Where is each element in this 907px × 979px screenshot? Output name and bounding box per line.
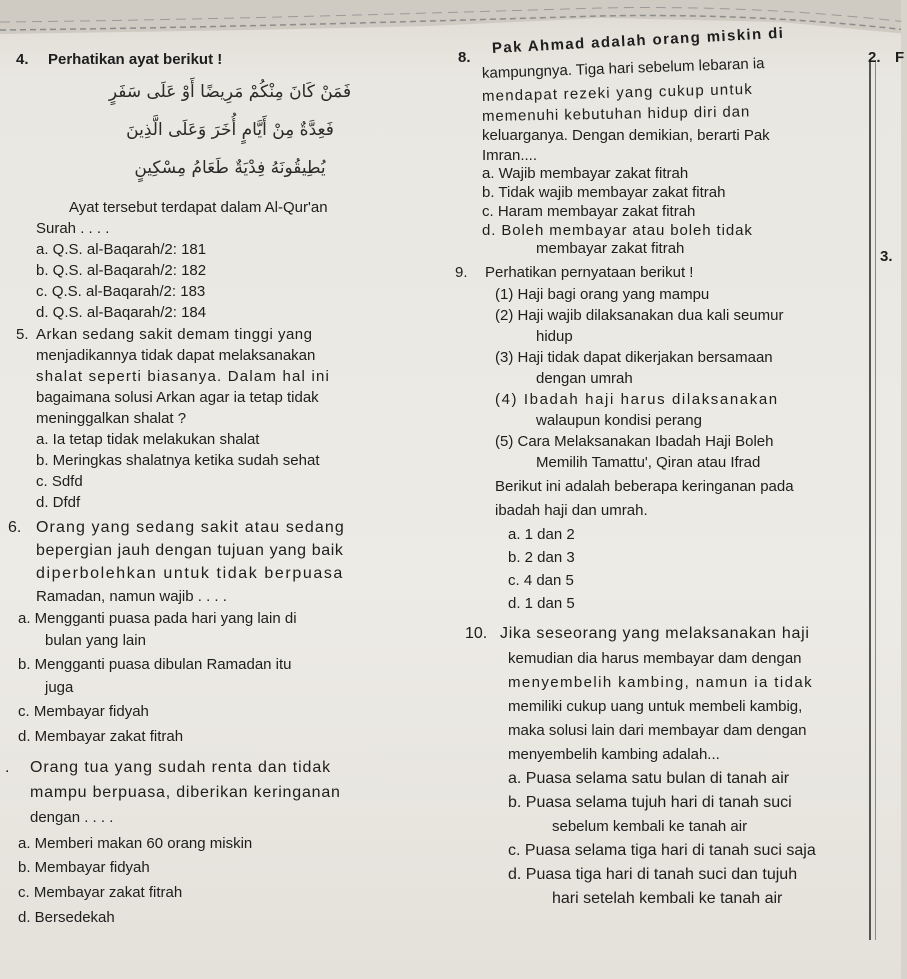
q6-line-1: Orang yang sedang sakit atau sedang: [36, 519, 345, 536]
q8-line-5: keluarganya. Dengan demikian, berarti Pak: [482, 127, 770, 144]
q8-line-2: kampungnya. Tiga hari sebelum lebaran ia: [481, 55, 765, 82]
margin-q2-letter: F: [895, 49, 905, 66]
q9-option-c[interactable]: c. 4 dan 5: [508, 572, 574, 589]
q6-line-2: bepergian jauh dengan tujuan yang baik: [36, 542, 344, 559]
q5-line-2: menjadikannya tidak dapat melaksanakan: [36, 347, 316, 364]
q9-option-b[interactable]: b. 2 dan 3: [508, 549, 575, 566]
q6-line-3: diperbolehkan untuk tidak berpuasa: [36, 565, 344, 582]
q5-line-1: Arkan sedang sakit demam tinggi yang: [36, 326, 313, 343]
q7-line-1: Orang tua yang sudah renta dan tidak: [30, 759, 332, 776]
q9-number: 9.: [455, 264, 468, 281]
q9-option-a[interactable]: a. 1 dan 2: [508, 526, 575, 543]
q6-number: 6.: [8, 519, 22, 536]
q10-number: 10.: [465, 625, 488, 642]
q9-statement-4-cont: walaupun kondisi perang: [536, 412, 702, 429]
q4-number: 4.: [16, 51, 29, 68]
q7-number: .: [5, 759, 10, 776]
q8-number: 8.: [458, 49, 471, 66]
q8-option-a[interactable]: a. Wajib membayar zakat fitrah: [482, 165, 689, 182]
q6-option-d[interactable]: d. Membayar zakat fitrah: [18, 728, 184, 745]
q9-option-d[interactable]: d. 1 dan 5: [508, 595, 575, 612]
q5-option-b[interactable]: b. Meringkas shalatnya ketika sudah sehat: [36, 452, 320, 469]
q8-option-b[interactable]: b. Tidak wajib membayar zakat fitrah: [482, 184, 726, 201]
q10-option-b[interactable]: b. Puasa selama tujuh hari di tanah suci: [508, 794, 792, 811]
q6-option-b-cont: juga: [45, 679, 74, 696]
q4-option-d[interactable]: d. Q.S. al-Baqarah/2: 184: [36, 304, 207, 321]
q9-prompt: Perhatikan pernyataan berikut !: [485, 264, 694, 281]
q10-option-a[interactable]: a. Puasa selama satu bulan di tanah air: [508, 770, 790, 787]
q10-option-d-cont: hari setelah kembali ke tanah air: [552, 890, 783, 907]
q4-arabic-line-3: يُطِيقُونَهُ فِدْيَةٌ طَعَامُ مِسْكِينٍ: [134, 158, 326, 178]
q9-statement-2: (2) Haji wajib dilaksanakan dua kali seumur: [495, 307, 784, 324]
margin-q3-label: 3.: [880, 248, 893, 265]
q6-option-a[interactable]: a. Mengganti puasa pada hari yang lain di: [18, 610, 297, 627]
q9-statement-3-cont: dengan umrah: [536, 370, 633, 387]
q10-line-5: maka solusi lain dari membayar dam dengan: [508, 722, 807, 739]
q10-line-2: kemudian dia harus membayar dam dengan: [508, 650, 802, 667]
q6-option-a-cont: bulan yang lain: [45, 632, 146, 649]
q7-option-a[interactable]: a. Memberi makan 60 orang miskin: [18, 835, 253, 852]
q4-option-c[interactable]: c. Q.S. al-Baqarah/2: 183: [36, 283, 206, 300]
q5-line-5: meninggalkan shalat ?: [36, 410, 187, 427]
q9-statement-4: (4) Ibadah haji harus dilaksanakan: [495, 391, 779, 408]
q9-statement-2-cont: hidup: [536, 328, 573, 345]
margin-q2-label: 2.: [868, 49, 881, 66]
q9-statement-1: (1) Haji bagi orang yang mampu: [495, 286, 710, 303]
q5-option-c[interactable]: c. Sdfd: [36, 473, 83, 490]
q5-line-3: shalat seperti biasanya. Dalam hal ini: [36, 368, 331, 385]
q9-statement-3: (3) Haji tidak dapat dikerjakan bersamaan: [495, 349, 773, 366]
q7-line-3: dengan . . . .: [30, 809, 114, 826]
q10-line-3: menyembelih kambing, namun ia tidak: [508, 674, 813, 691]
q4-option-b[interactable]: b. Q.S. al-Baqarah/2: 182: [36, 262, 207, 279]
q4-option-a[interactable]: a. Q.S. al-Baqarah/2: 181: [36, 241, 207, 258]
q8-line-3: mendapat rezeki yang cukup untuk: [481, 80, 754, 105]
q6-option-b[interactable]: b. Mengganti puasa dibulan Ramadan itu: [18, 656, 292, 673]
q8-option-c[interactable]: c. Haram membayar zakat fitrah: [482, 203, 696, 220]
q5-option-a[interactable]: a. Ia tetap tidak melakukan shalat: [36, 431, 260, 448]
q8-option-d[interactable]: d. Boleh membayar atau boleh tidak: [482, 222, 753, 239]
q8-line-6: Imran....: [482, 147, 538, 164]
q10-line-6: menyembelih kambing adalah...: [508, 746, 720, 763]
q4-prompt: Perhatikan ayat berikut !: [48, 51, 223, 68]
q9-after-line-2: ibadah haji dan umrah.: [495, 502, 648, 519]
q8-line-4: memenuhi kebutuhan hidup diri dan: [481, 103, 751, 125]
q5-number: 5.: [16, 326, 29, 343]
q6-line-4: Ramadan, namun wajib . . . .: [36, 588, 227, 605]
q4-text-1: Ayat tersebut terdapat dalam Al-Qur'an: [69, 199, 328, 216]
q10-option-b-cont: sebelum kembali ke tanah air: [552, 818, 748, 835]
q10-line-4: memiliki cukup uang untuk membeli kambig,: [508, 698, 803, 715]
q4-text-2: Surah . . . .: [36, 220, 110, 237]
q6-option-c[interactable]: c. Membayar fidyah: [18, 703, 149, 720]
q10-option-c[interactable]: c. Puasa selama tiga hari di tanah suci saja: [508, 842, 816, 859]
q10-line-1: Jika seseorang yang melaksanakan haji: [500, 625, 810, 642]
q10-option-d[interactable]: d. Puasa tiga hari di tanah suci dan tujuh: [508, 866, 798, 883]
q4-arabic-line-1: فَمَنْ كَانَ مِنْكُمْ مَرِيضًا أَوْ عَلَى سَفَرٍ: [108, 82, 352, 102]
q8-option-d-cont: membayar zakat fitrah: [536, 240, 685, 257]
q9-statement-5: (5) Cara Melaksanakan Ibadah Haji Boleh: [495, 433, 774, 450]
q7-option-c[interactable]: c. Membayar zakat fitrah: [18, 884, 183, 901]
q5-option-d[interactable]: d. Dfdf: [36, 494, 81, 511]
q7-option-b[interactable]: b. Membayar fidyah: [18, 859, 150, 876]
right-binding-edge: [857, 0, 907, 979]
q5-line-4: bagaimana solusi Arkan agar ia tetap tidak: [36, 389, 319, 406]
q7-option-d[interactable]: d. Bersedekah: [18, 909, 115, 926]
q7-line-2: mampu berpuasa, diberikan keringanan: [30, 784, 341, 801]
q8-line-1: Pak Ahmad adalah orang miskin di: [491, 24, 785, 57]
q4-arabic-line-2: فَعِدَّةٌ مِنْ أَيَّامٍ أُخَرَ وَعَلَى الَّذِينَ: [126, 120, 334, 140]
q9-after-line-1: Berikut ini adalah beberapa keringanan pada: [495, 478, 794, 495]
q9-statement-5-cont: Memilih Tamattu', Qiran atau Ifrad: [536, 454, 761, 471]
